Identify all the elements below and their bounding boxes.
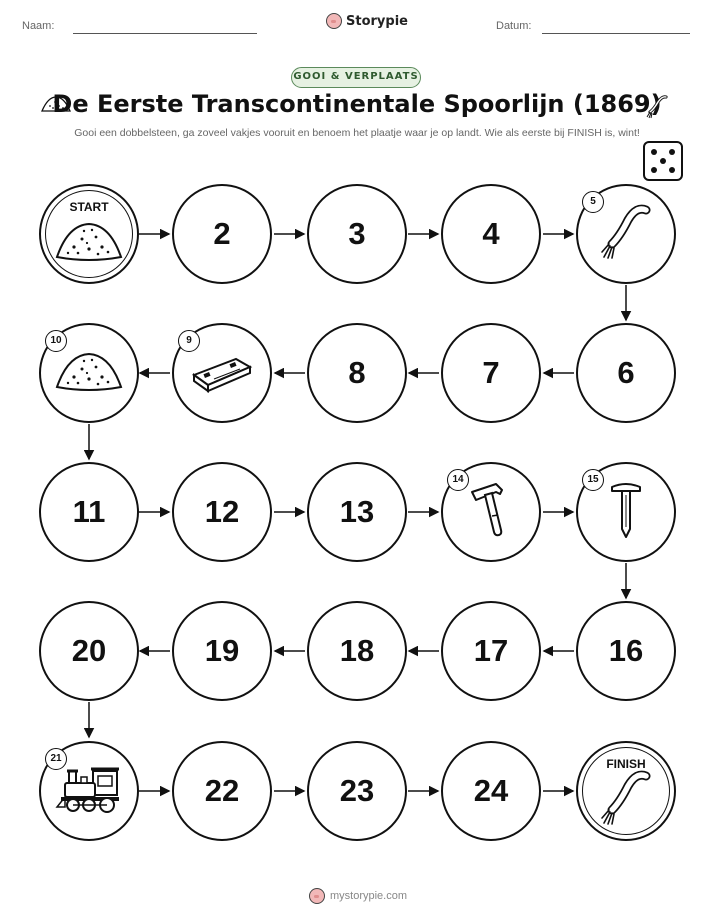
space-number: 2	[213, 216, 231, 251]
railroad-tie-icon	[190, 349, 254, 397]
space-number: 6	[617, 355, 635, 390]
hammer-icon	[466, 480, 516, 544]
railroad-spike-icon	[606, 479, 646, 545]
activity-badge: GOOI & VERPLAATS	[291, 67, 421, 88]
space-number-badge: 21	[45, 748, 67, 770]
board-space-24	[441, 741, 541, 841]
board-space-11	[39, 462, 139, 562]
brand-name: Storypie	[346, 13, 408, 29]
board-space-2	[172, 184, 272, 284]
board-space-8	[307, 323, 407, 423]
space-number: 11	[72, 494, 106, 529]
space-number: 22	[204, 773, 240, 808]
board-space-3	[307, 184, 407, 284]
finish-space	[576, 741, 676, 841]
pig-mascot-icon	[309, 888, 325, 904]
board-space-9	[172, 323, 272, 423]
space-number: 17	[473, 633, 509, 668]
board-space-7	[441, 323, 541, 423]
board-space-6	[576, 323, 676, 423]
board-space-4	[441, 184, 541, 284]
board-space-12	[172, 462, 272, 562]
board-space-15	[576, 462, 676, 562]
board-space-17	[441, 601, 541, 701]
board-space-18	[307, 601, 407, 701]
board-space-10	[39, 323, 139, 423]
space-number-badge: 10	[45, 330, 67, 352]
brush-icon	[598, 202, 654, 266]
footer-url: mystorypie.com	[330, 890, 408, 902]
space-number: 8	[348, 355, 366, 390]
space-number-badge: 14	[447, 469, 469, 491]
space-number: 16	[608, 633, 644, 668]
space-number: 23	[339, 773, 375, 808]
page-title: De Eerste Transcontinentale Spoorlijn (1869)	[52, 90, 662, 118]
space-number: 20	[71, 633, 107, 668]
board-space-22	[172, 741, 272, 841]
space-number: 24	[473, 773, 509, 808]
board-space-19	[172, 601, 272, 701]
board-space-16	[576, 601, 676, 701]
steam-train-icon	[53, 763, 125, 819]
start-space	[39, 184, 139, 284]
start-label: START	[69, 200, 109, 214]
finish-label: FINISH	[606, 757, 646, 771]
board-space-5	[576, 184, 676, 284]
space-number: 4	[482, 216, 500, 251]
footer	[309, 888, 407, 904]
space-number: 18	[339, 633, 375, 668]
space-number: 13	[339, 494, 375, 529]
space-number: 7	[482, 355, 500, 390]
space-number: 3	[348, 216, 366, 251]
space-number: 19	[204, 633, 240, 668]
board-space-21	[39, 741, 139, 841]
gravel-pile-icon	[54, 349, 124, 397]
space-number-badge: 9	[178, 330, 200, 352]
space-number-badge: 15	[582, 469, 604, 491]
board-space-23	[307, 741, 407, 841]
board-space-13	[307, 462, 407, 562]
date-label: Datum:	[496, 20, 532, 32]
space-number-badge: 5	[582, 191, 604, 213]
board-space-14	[441, 462, 541, 562]
name-label: Naam:	[22, 20, 55, 32]
instructions: Gooi een dobbelsteen, ga zoveel vakjes vooruit en benoem het plaatje waar je op landt. Wie als eerste bij FINISH is, wint!	[74, 127, 640, 139]
space-number: 12	[204, 494, 240, 529]
board-space-20	[39, 601, 139, 701]
